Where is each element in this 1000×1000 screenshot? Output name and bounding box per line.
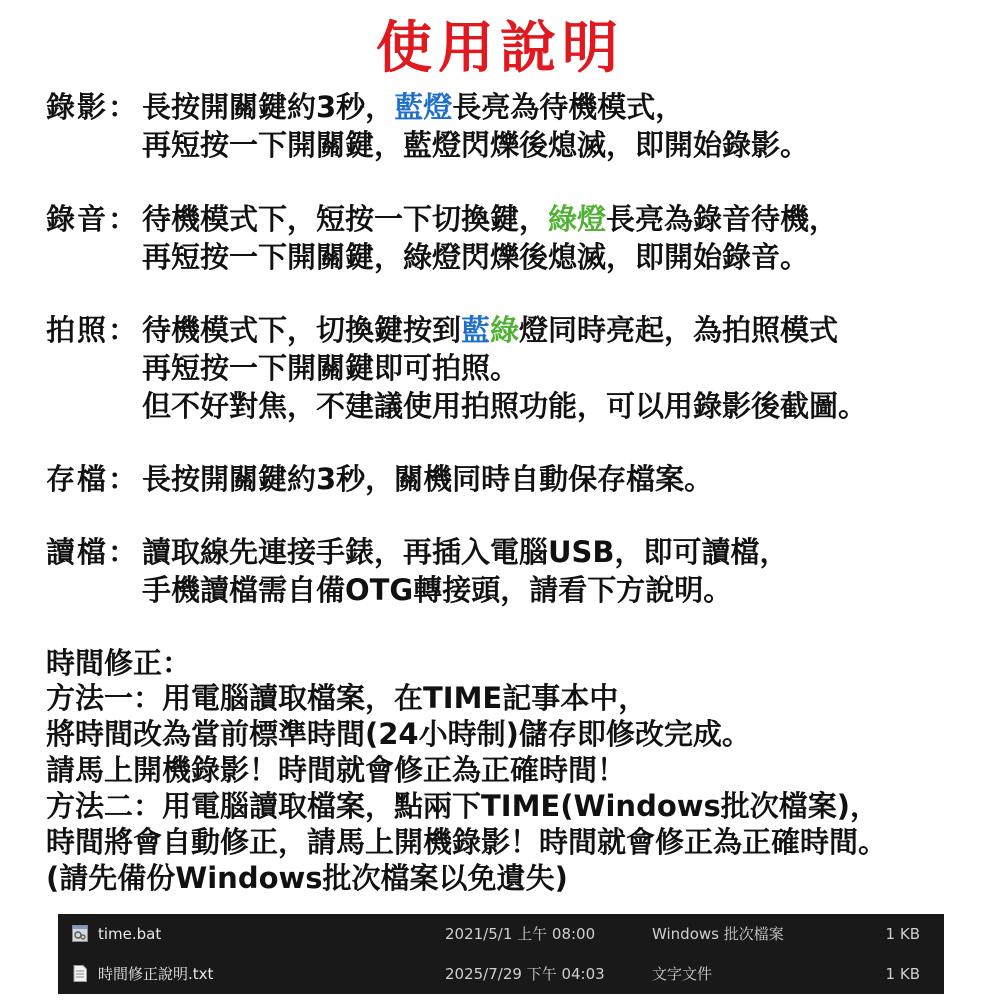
section-line: 再短按一下開關鍵即可拍照。: [142, 351, 520, 385]
section-read: [46, 533, 789, 609]
file-row[interactable]: [58, 914, 944, 954]
section-label: 存檔：: [46, 462, 140, 496]
page-title: 使用說明: [376, 16, 624, 81]
file-date: 2021/5/1 上午 08:00: [445, 925, 596, 943]
time-fix-line: 方法二：用電腦讀取檔案，點兩下TIME(Windows批次檔案)，: [46, 789, 880, 823]
file-name: 時間修正說明.txt: [98, 965, 214, 983]
green-light-text: 綠: [490, 313, 520, 347]
green-light-text: 綠燈: [548, 202, 607, 236]
time-fix-line: (請先備份Windows批次檔案以免遺失): [46, 861, 568, 895]
section-save: [46, 460, 713, 498]
section-line: 讀取線先連接手錶，再插入電腦USB，即可讀檔，: [142, 535, 789, 569]
file-row[interactable]: [58, 954, 944, 994]
file-size: 1 KB: [885, 925, 920, 943]
section-line: 待機模式下，切換鍵按到藍綠燈同時亮起，為拍照模式: [142, 313, 839, 347]
time-fix-line: 時間將會自動修正，請馬上開機錄影！時間就會修正為正確時間。: [46, 825, 888, 859]
section-line: 手機讀檔需自備OTG轉接頭，請看下方說明。: [142, 573, 733, 607]
section-audio: [46, 200, 838, 276]
time-fix-heading: 時間修正：: [46, 646, 192, 680]
file-list: [58, 914, 944, 994]
section-line: 再短按一下開關鍵，藍燈閃爍後熄滅，即開始錄影。: [142, 128, 810, 162]
section-label: 錄音：: [46, 202, 140, 236]
section-label: 拍照：: [46, 313, 140, 347]
blue-light-text: 藍: [461, 313, 491, 347]
section-label: 錄影：: [46, 90, 140, 124]
text-file-icon: [72, 965, 88, 982]
time-fix-line: 請馬上開機錄影！時間就會修正為正確時間！: [46, 753, 627, 787]
section-photo: [46, 311, 867, 425]
time-fix-line: 將時間改為當前標準時間(24小時制)儲存即修改完成。: [46, 717, 751, 751]
file-size: 1 KB: [885, 965, 920, 983]
file-type: Windows 批次檔案: [652, 925, 784, 943]
batch-file-icon: [72, 925, 88, 942]
file-name: time.bat: [98, 925, 162, 943]
blue-light-text: 藍燈: [394, 90, 453, 124]
section-line: 但不好對焦，不建議使用拍照功能，可以用錄影後截圖。: [142, 389, 868, 423]
file-date: 2025/7/29 下午 04:03: [445, 965, 605, 983]
section-label: 讀檔：: [46, 535, 140, 569]
section-line: 待機模式下，短按一下切換鍵，綠燈長亮為錄音待機，: [142, 202, 839, 236]
section-record: [46, 88, 809, 164]
section-line: 再短按一下開關鍵，綠燈閃爍後熄滅，即開始錄音。: [142, 240, 810, 274]
time-fix-line: 方法一：用電腦讀取檔案，在TIME記事本中，: [46, 681, 648, 715]
file-type: 文字文件: [652, 965, 713, 983]
section-line: 長按開關鍵約3秒，關機同時自動保存檔案。: [142, 462, 714, 496]
section-line: 長按開關鍵約3秒，藍燈長亮為待機模式，: [142, 90, 685, 124]
